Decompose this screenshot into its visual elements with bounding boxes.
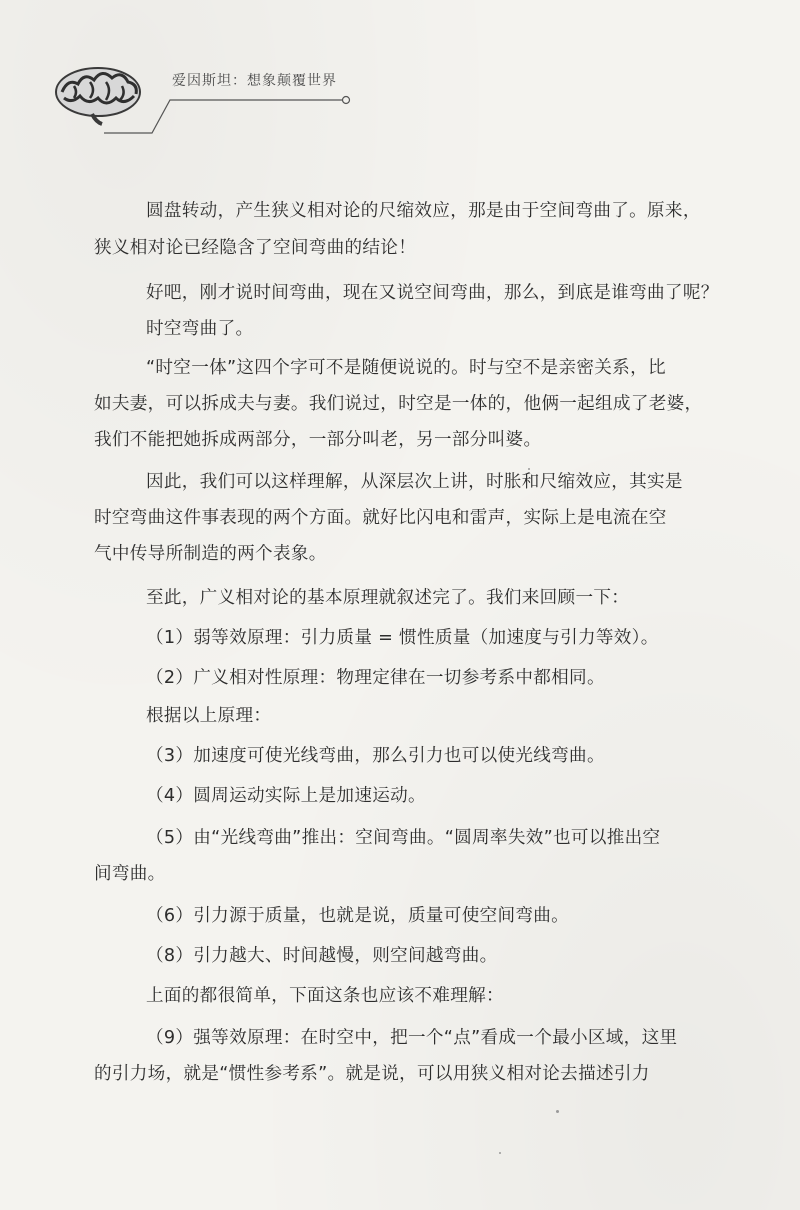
paragraph-line: （6）引力源于质量，也就是说，质量可使空间弯曲。 [146,906,570,926]
paragraph-line: （8）引力越大、时间越慢，则空间越弯曲。 [146,946,498,966]
paragraph-line: 好吧，刚才说时间弯曲，现在又说空间弯曲，那么，到底是谁弯曲了呢？ [146,283,719,303]
paragraph-line: （4）圆周运动实际上是加速运动。 [146,786,426,806]
paragraph-line: 圆盘转动，产生狭义相对论的尺缩效应，那是由于空间弯曲了。原来， [146,201,701,221]
paragraph-line: 时空弯曲这件事表现的两个方面。就好比闪电和雷声，实际上是电流在空 [94,508,667,528]
paragraph-line: （3）加速度可使光线弯曲，那么引力也可以使光线弯曲。 [146,746,605,766]
paragraph-line: （1）弱等效原理：引力质量 = 惯性质量（加速度与引力等效）。 [146,628,659,648]
paragraph-line: 根据以上原理： [146,706,272,726]
paragraph-line: （9）强等效原理：在时空中，把一个“点”看成一个最小区域，这里 [146,1028,678,1048]
paragraph-line: （5）由“光线弯曲”推出：空间弯曲。“圆周率失效”也可以推出空 [146,828,661,848]
paragraph-line: 如夫妻，可以拆成夫与妻。我们说过，时空是一体的，他俩一起组成了老婆， [94,394,703,414]
paragraph-line: 的引力场，就是“惯性参考系”。就是说，可以用狭义相对论去描述引力 [94,1064,650,1084]
header-title: 爱因斯坦：想象颠覆世界 [172,73,337,89]
paragraph-line: 气中传导所制造的两个表象。 [94,544,327,564]
running-header [52,50,372,135]
scan-speck [528,468,530,470]
paragraph-line: “时空一体”这四个字可不是随便说说的。时与空不是亲密关系，比 [146,358,666,378]
paragraph-line: 狭义相对论已经隐含了空间弯曲的结论！ [94,238,417,258]
header-divider-line [52,50,412,140]
paragraph-line: 我们不能把她拆成两部分，一部分叫老，另一部分叫婆。 [94,430,542,450]
scan-speck [556,1110,559,1113]
paragraph-line: 因此，我们可以这样理解，从深层次上讲，时胀和尺缩效应，其实是 [146,472,683,492]
paragraph-line: 间弯曲。 [94,864,166,884]
paragraph-line: （2）广义相对性原理：物理定律在一切参考系中都相同。 [146,668,605,688]
paragraph-line: 至此，广义相对论的基本原理就叙述完了。我们来回顾一下： [146,588,630,608]
paragraph-line: 上面的都很简单，下面这条也应该不难理解： [146,986,504,1006]
scan-speck [499,1152,501,1154]
paragraph-line: 时空弯曲了。 [146,319,254,339]
